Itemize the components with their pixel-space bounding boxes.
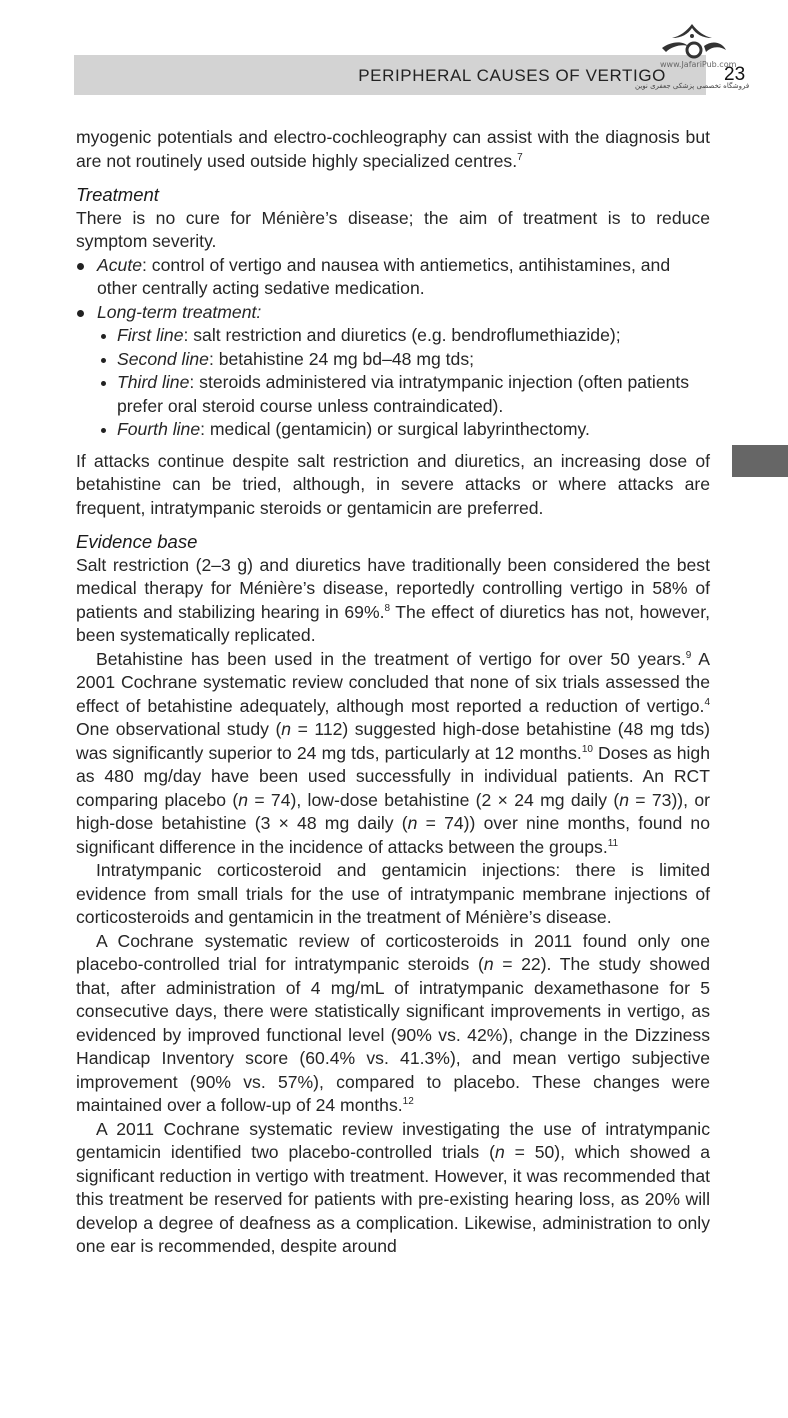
list-item: Second line: betahistine 24 mg bd–48 mg tds; bbox=[97, 348, 710, 372]
list-item: Fourth line: medical (gentamicin) or surgical labyrinthectomy. bbox=[97, 418, 710, 442]
watermark-caption: فروشگاه تخصصی پزشکی جعفری نوین bbox=[635, 82, 750, 90]
list-item: Acute: control of vertigo and nausea with antiemetics, antihistamines, and other centrally acting sedative medication. bbox=[76, 254, 710, 301]
evidence-paragraph: A Cochrane systematic review of corticosteroids in 2011 found only one placebo-controlled trial for intratympanic steroids (n = 22). The study showed that, after administration of 4 mg/mL of intratympanic dexamethasone for 5 consecutive days, there were statistically significant improvements in vertigo, as evidenced by improved functional level (90% vs. 42%), change in the Dizziness Handicap Inventory score (60.4% vs. 41.3%), and mean vertigo subjective improvement (90% vs. 57%), compared to placebo. These changes were maintained over a follow-up of 24 months.$^{12}$ bbox=[76, 930, 710, 1115]
running-head-title: PERIPHERAL CAUSES OF VERTIGO bbox=[358, 66, 666, 85]
evidence-paragraph: A 2011 Cochrane systematic review investigating the use of intratympanic gentamicin identified two placebo-controlled trials (n = 50), which showed a significant reduction in vertigo with treatment. However, it was recommended that this treatment be reserved for patients with pre-existing hearing loss, as 20% will develop a degree of deafness as a complication. Likewise, administration to only one ear is recommended, despite around bbox=[76, 1118, 710, 1256]
running-head-bar bbox=[74, 55, 706, 95]
evidence-paragraph: Betahistine has been used in the treatment of vertigo for over 50 years.$^9$ A 2001 Cochrane systematic review concluded that none of six trials assessed the effect of betahistine adequately, although most reported a reduction of vertigo.$^4$ One observational study (n = 112) suggested high-dose betahistine (48 mg tds) was significantly superior to 24 mg tds, particularly at 12 months.$^{10}$ Doses as high as 480 mg/day have been used successfully in individual patients. An RCT comparing placebo (n = 74), low-dose betahistine (2 × 24 mg daily (n = 73)), or high-dose betahistine (3 × 48 mg daily (n = 74)) over nine months, found no significant difference in the incidence of attacks between the groups.$^{11}$ bbox=[76, 648, 710, 857]
chapter-thumb-tab bbox=[732, 445, 788, 477]
treatment-list bbox=[76, 254, 710, 442]
reference-marker: 12 bbox=[402, 1096, 414, 1107]
watermark-logo-icon bbox=[652, 22, 732, 62]
reference-marker: 8 bbox=[384, 602, 391, 614]
section-heading-treatment: Treatment bbox=[76, 184, 159, 205]
list-item: Long-term treatment: First line: salt restriction and diuretics (e.g. bendroflumethiazide); Second line: betahistine 24 mg bd–48 mg tds; Third line: steroids administered via intratympanic injection (often patients prefer oral steroid course unless contraindicated). Fourth line: medical (gentamicin) or surgical labyrinthectomy. bbox=[76, 301, 710, 442]
reference-marker: 9 bbox=[685, 649, 692, 661]
page-body bbox=[76, 126, 710, 1259]
watermark-url: www.JafariPub.com bbox=[660, 60, 737, 69]
reference-marker: 7 bbox=[517, 151, 523, 163]
long-term-sublist bbox=[97, 324, 710, 442]
list-item: First line: salt restriction and diuretics (e.g. bendroflumethiazide); bbox=[97, 324, 710, 348]
reference-marker: 4 bbox=[704, 696, 710, 708]
treatment-lead: There is no cure for Ménière’s disease; the aim of treatment is to reduce symptom severity. bbox=[76, 207, 710, 251]
reference-marker: 10 bbox=[581, 743, 593, 755]
list-item: Third line: steroids administered via intratympanic injection (often patients prefer oral steroid course unless contraindicated). bbox=[97, 371, 710, 418]
treatment-closing: If attacks continue despite salt restriction and diuretics, an increasing dose of betahistine can be tried, although, in severe attacks or where attacks are frequent, intratympanic steroids or gentamicin are preferred. bbox=[76, 450, 710, 518]
section-heading-evidence: Evidence base bbox=[76, 531, 198, 552]
evidence-paragraph: Intratympanic corticosteroid and gentamicin injections: there is limited evidence from small trials for the use of intratympanic membrane injections of corticosteroids and gentamicin in the treatment of Ménière’s disease. bbox=[76, 860, 710, 927]
evidence-paragraph: Salt restriction (2–3 g) and diuretics have traditionally been considered the best medical therapy for Ménière’s disease, reportedly controlling vertigo in 58% of patients and stabilizing hearing in 69%.$^8$ The effect of diuretics has not, however, been systematically replicated. bbox=[76, 554, 710, 645]
reference-marker: 11 bbox=[607, 837, 619, 849]
intro-paragraph: myogenic potentials and electro-cochleography can assist with the diagnosis but are not routinely used outside highly specialized centres.$^7$ bbox=[76, 127, 710, 171]
page-number: 23 bbox=[724, 64, 746, 85]
